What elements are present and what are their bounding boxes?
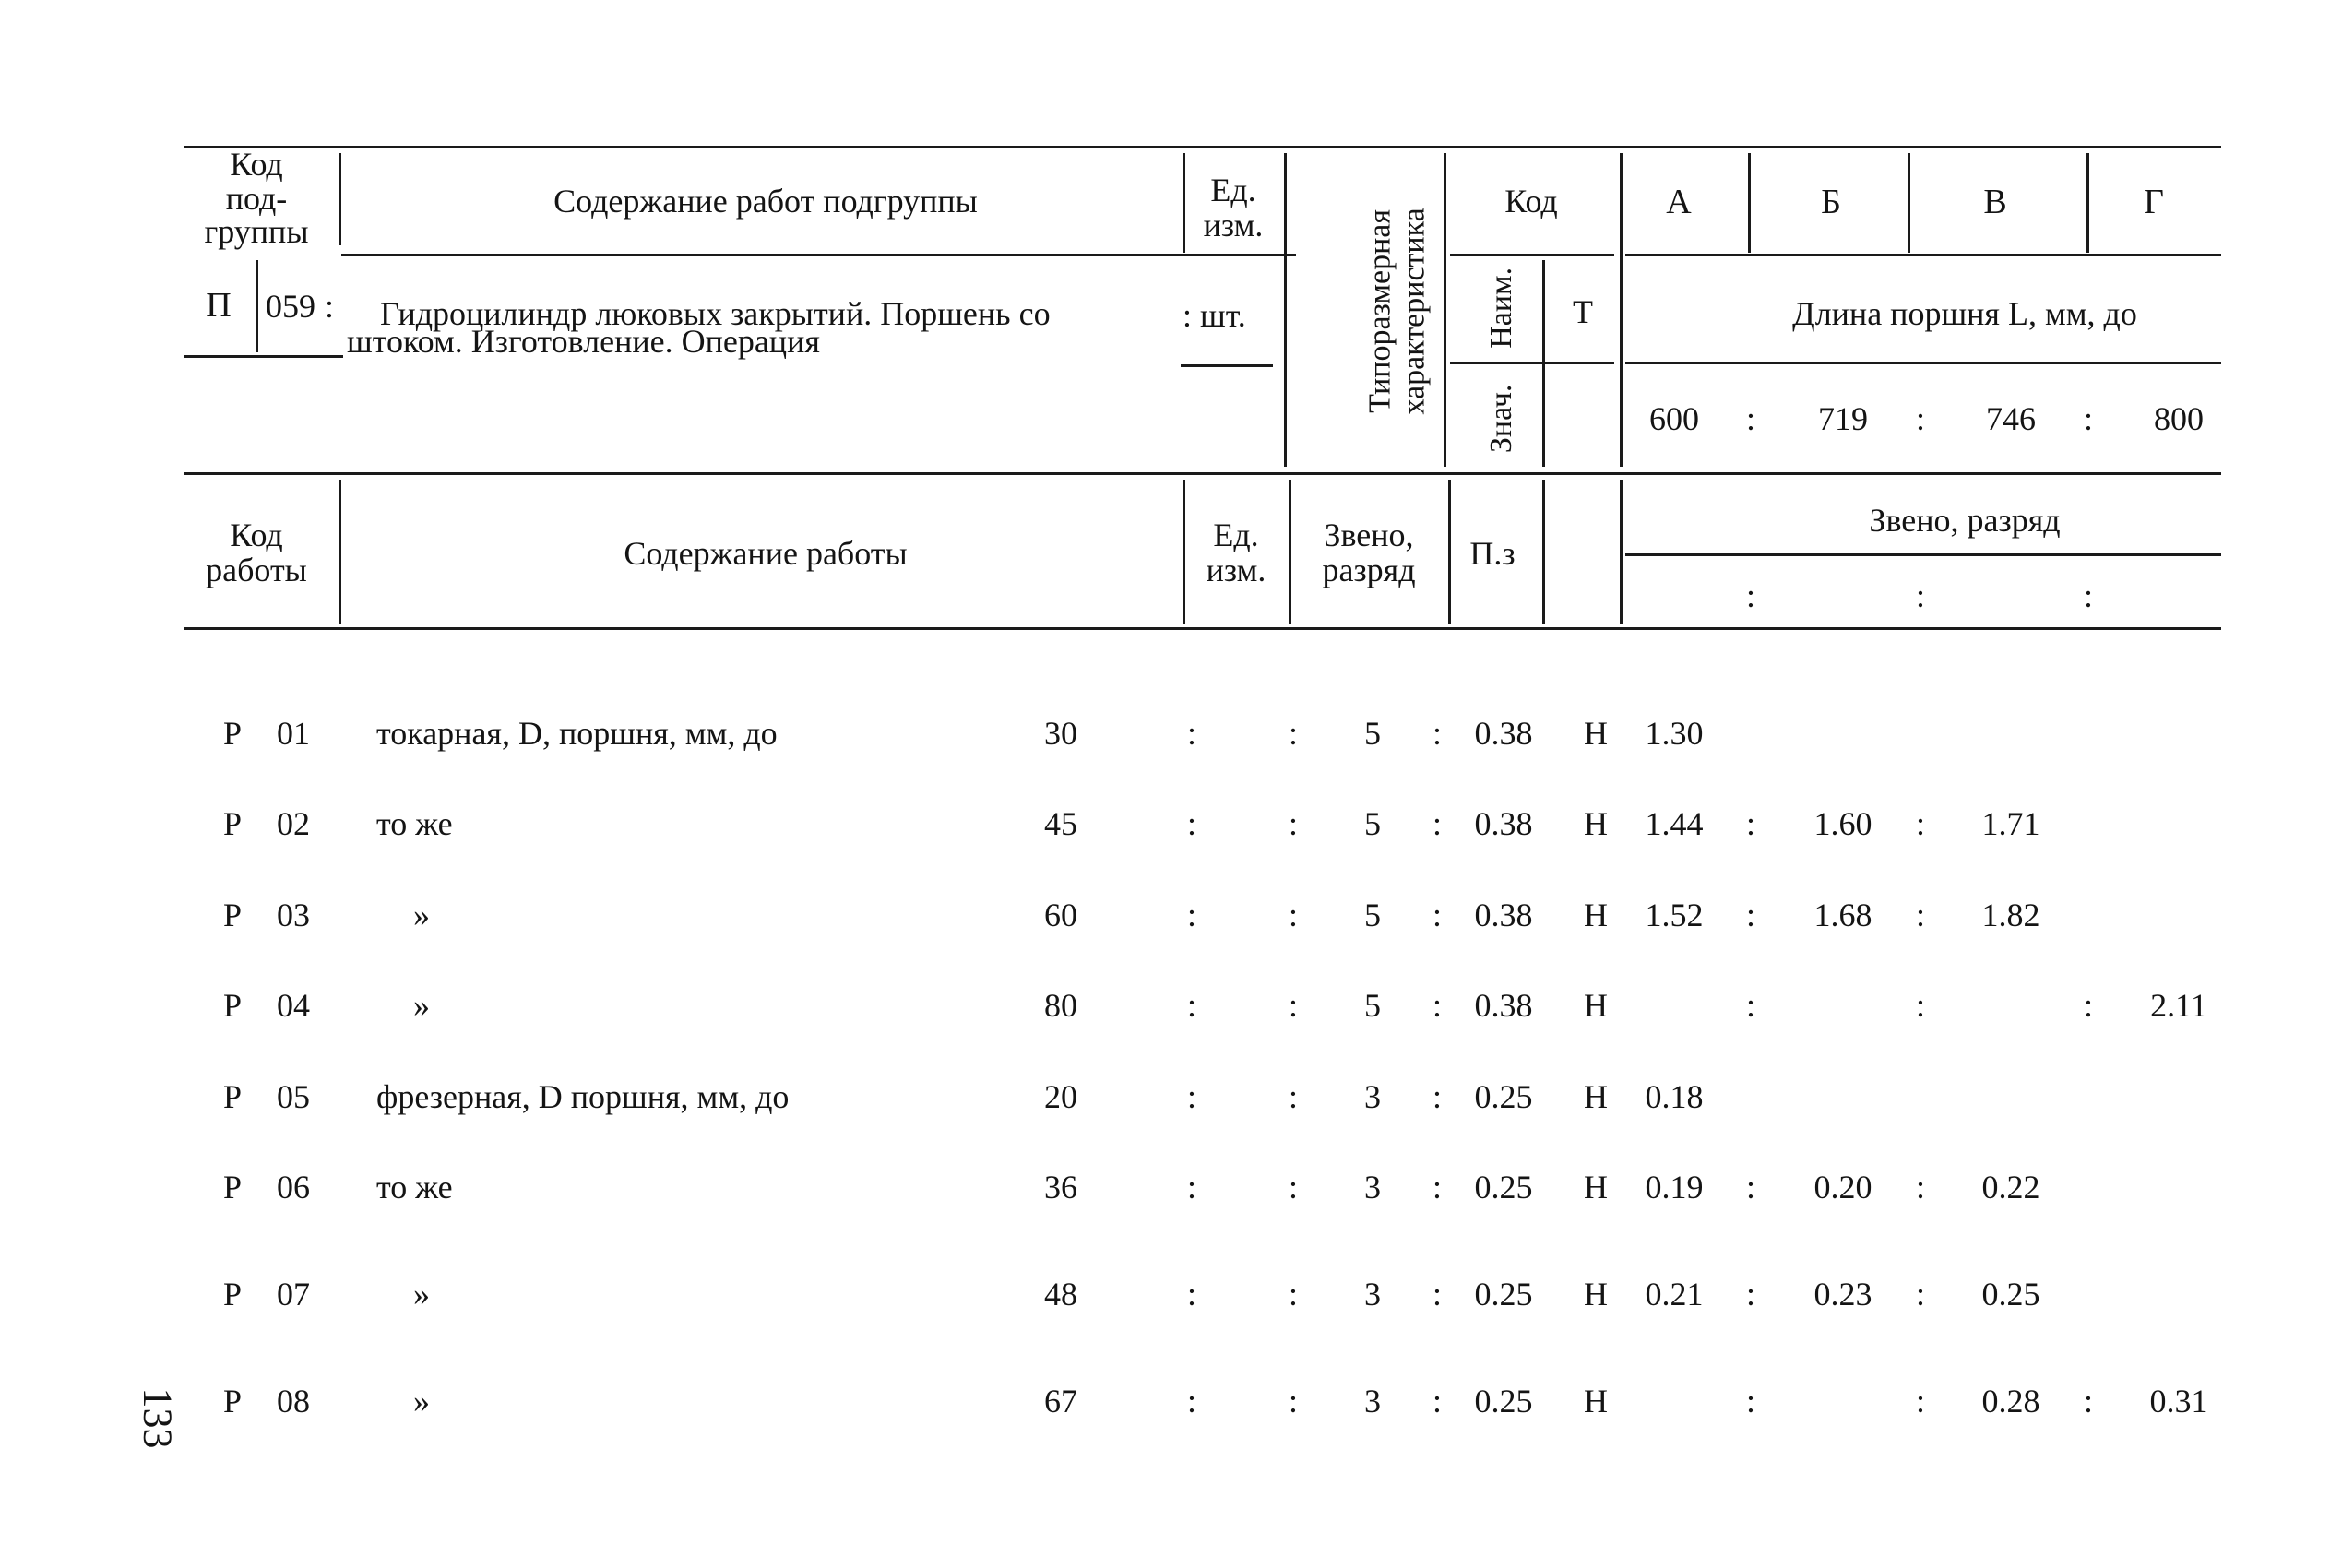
row-sep: : [1288,1169,1299,1206]
rule-table-head-end [184,627,2221,630]
row-limit-value: 20 [1044,1078,1077,1115]
row-value-v: 1.82 [1981,897,2040,933]
row-t: Н [1584,1383,1608,1420]
length-value-a: 600 [1649,400,1699,437]
row-value-a: 1.44 [1645,805,1704,842]
row-description: фрезерная, D поршня, мм, до [376,1078,790,1115]
row-value-g: 0.31 [2149,1383,2208,1420]
row-t: Н [1584,715,1608,752]
subgroup-desc-line1: Гидроцилиндр люковых закрытий. Поршень со [380,295,1051,332]
row-code: 01 [277,715,310,752]
page-number: 133 [135,1387,181,1449]
row-sep: : [1186,1078,1197,1115]
row-limit-value: 36 [1044,1169,1077,1206]
row-sep: : [1288,805,1299,842]
row-link-rank: 3 [1364,1169,1381,1206]
header-val-abbr: Знач. [1484,384,1519,454]
row-value-v: 0.28 [1981,1383,2040,1420]
row-prefix: Р [222,805,243,842]
row-code: 08 [277,1383,310,1420]
row-t: Н [1584,1276,1608,1313]
subgroup-number: 059 [266,288,315,325]
vrule-bv [1908,153,1910,253]
rule-length [1625,362,2221,364]
row-value-a: 1.30 [1645,715,1704,752]
header-code-subgroup: Код под- группы [204,146,309,251]
row-value-a: 1.52 [1645,897,1704,933]
header-typesize: Типоразмерная характеристика [1362,208,1432,415]
row-sep: : [1432,1078,1443,1115]
row-sep: : [1432,1383,1443,1420]
row-t: Н [1584,1078,1608,1115]
row-value-a: 0.19 [1645,1169,1704,1206]
header-code: Код [1504,183,1558,220]
row-sep: : [1288,1383,1299,1420]
row-t: Н [1584,897,1608,933]
row-code: 07 [277,1276,310,1313]
vrule-name [1542,260,1545,467]
header-unit-2: Ед. изм. [1206,517,1266,588]
rule-code-mid [1450,362,1614,364]
rule-unit [1181,364,1273,367]
row-code: 05 [277,1078,310,1115]
row-sep: : [1745,1276,1756,1313]
row-pz: 0.38 [1474,715,1533,752]
row-sep: : [1288,1276,1299,1313]
row-sep: : [1745,805,1756,842]
row-limit-value: 60 [1044,897,1077,933]
row-prefix: Р [222,897,243,933]
row-value-a: 0.21 [1645,1276,1704,1313]
row-code: 03 [277,897,310,933]
row-limit-value: 30 [1044,715,1077,752]
header-t: Т [1573,293,1593,330]
header-code-work: Код работы [206,517,307,588]
row-sep: : [1745,1169,1756,1206]
row-sep: : [1186,715,1197,752]
row-link-rank: 5 [1364,805,1381,842]
row-link-rank: 3 [1364,1383,1381,1420]
row-sep: : [1288,1078,1299,1115]
row-link-rank: 5 [1364,715,1381,752]
row-sep: : [1186,1276,1197,1313]
row-limit-value: 45 [1044,805,1077,842]
length-value-g: 800 [2154,400,2204,437]
header-pz: П.з [1469,535,1516,572]
rule-header-mid [341,254,1296,256]
length-value-b: 719 [1818,400,1868,437]
row-limit-value: 67 [1044,1383,1077,1420]
row-code: 02 [277,805,310,842]
row-pz: 0.38 [1474,897,1533,933]
rule-header-right [1625,254,2221,256]
row-sep: : [2083,987,2094,1024]
header-unit: Ед. изм. [1203,172,1264,244]
length-sep-1: : [1745,400,1756,437]
header-col-a: А [1666,183,1692,221]
length-value-v: 746 [1986,400,2036,437]
row-sep: : [1915,1169,1926,1206]
vrule-content [1183,153,1185,253]
row-value-v: 0.22 [1981,1169,2040,1206]
row-sep: : [1432,1276,1443,1313]
row-sep: : [1915,805,1926,842]
row-sep: : [1186,805,1197,842]
row-sep: : [1432,897,1443,933]
row-sep: : [1288,987,1299,1024]
row-link-rank: 3 [1364,1078,1381,1115]
header-col-v: В [1983,183,2007,221]
subgroup-sep: : [325,288,335,325]
row-pz: 0.25 [1474,1169,1533,1206]
row-sep: : [1915,1276,1926,1313]
row-sep: : [1745,1383,1756,1420]
row-t: Н [1584,805,1608,842]
vrule-t2 [1620,480,1623,624]
row-value-a: 0.18 [1645,1078,1704,1115]
row-value-b: 0.20 [1813,1169,1872,1206]
row-prefix: Р [222,1078,243,1115]
rule-code-sub [1450,254,1614,256]
vrule-unit2 [1289,480,1291,624]
row-description: » [413,1383,430,1420]
row-sep: : [1186,897,1197,933]
row-value-b: 1.68 [1813,897,1872,933]
header-col-g: Г [2144,183,2164,221]
row-pz: 0.38 [1474,805,1533,842]
subgroup-letter: П [206,286,232,325]
row-sep: : [1186,1383,1197,1420]
header-name-abbr: Наим. [1484,267,1519,349]
rule-top [184,146,2221,148]
row-value-g: 2.11 [2150,987,2207,1024]
row-code: 04 [277,987,310,1024]
rule-header-bottom [184,472,2221,475]
rule-link-rank [1625,553,2221,556]
vrule-vg [2086,153,2089,253]
row-link-rank: 5 [1364,897,1381,933]
row-sep: : [1186,1169,1197,1206]
length-label: Длина поршня L, мм, до [1792,295,2137,332]
row-sep: : [1915,897,1926,933]
vrule-linkrank2 [1448,480,1451,624]
row-code: 06 [277,1169,310,1206]
vrule-code-small [256,260,258,352]
link-rank-sep-3: : [2083,577,2094,614]
row-sep: : [1915,987,1926,1024]
row-sep: : [1432,987,1443,1024]
row-description: то же [376,1169,453,1206]
vrule-pz2 [1542,480,1545,624]
header-col-b: Б [1821,183,1841,221]
vrule-typesize [1444,153,1446,467]
row-description: » [413,897,430,933]
row-sep: : [1432,805,1443,842]
link-rank-sep-2: : [1915,577,1926,614]
row-sep: : [2083,1383,2094,1420]
row-sep: : [1745,897,1756,933]
length-sep-3: : [2083,400,2094,437]
row-limit-value: 80 [1044,987,1077,1024]
row-prefix: Р [222,1383,243,1420]
row-value-b: 0.23 [1813,1276,1872,1313]
row-description: » [413,1276,430,1313]
header-content-subgroup: Содержание работ подгруппы [553,183,978,220]
row-value-v: 0.25 [1981,1276,2040,1313]
row-sep: : [1432,715,1443,752]
row-pz: 0.25 [1474,1276,1533,1313]
row-link-rank: 5 [1364,987,1381,1024]
row-t: Н [1584,987,1608,1024]
row-prefix: Р [222,1169,243,1206]
header-content-work: Содержание работы [624,535,908,572]
row-description: » [413,987,430,1024]
row-pz: 0.25 [1474,1078,1533,1115]
row-value-v: 1.71 [1981,805,2040,842]
vrule-code [339,153,341,245]
row-description: токарная, D, поршня, мм, до [376,715,778,752]
vrule-unit [1284,153,1287,467]
vrule-code2 [339,480,341,624]
length-sep-2: : [1915,400,1926,437]
row-limit-value: 48 [1044,1276,1077,1313]
header-link-rank-right: Звено, разряд [1869,502,2061,539]
row-prefix: Р [222,1276,243,1313]
row-sep: : [1745,987,1756,1024]
row-sep: : [1915,1383,1926,1420]
subgroup-unit: : шт. [1183,297,1246,334]
row-prefix: Р [222,715,243,752]
row-description: то же [376,805,453,842]
vrule-content2 [1183,480,1185,624]
rule-code-left [184,355,343,358]
row-sep: : [1288,715,1299,752]
row-sep: : [1288,897,1299,933]
row-sep: : [1186,987,1197,1024]
row-sep: : [1432,1169,1443,1206]
row-pz: 0.38 [1474,987,1533,1024]
row-prefix: Р [222,987,243,1024]
subgroup-desc-line2: штоком. Изготовление. Операция [347,323,820,360]
link-rank-sep-1: : [1745,577,1756,614]
row-link-rank: 3 [1364,1276,1381,1313]
vrule-ab [1748,153,1751,253]
vrule-code-right [1620,153,1623,467]
header-link-rank: Звено, разряд [1322,517,1416,588]
row-pz: 0.25 [1474,1383,1533,1420]
row-t: Н [1584,1169,1608,1206]
row-value-b: 1.60 [1813,805,1872,842]
